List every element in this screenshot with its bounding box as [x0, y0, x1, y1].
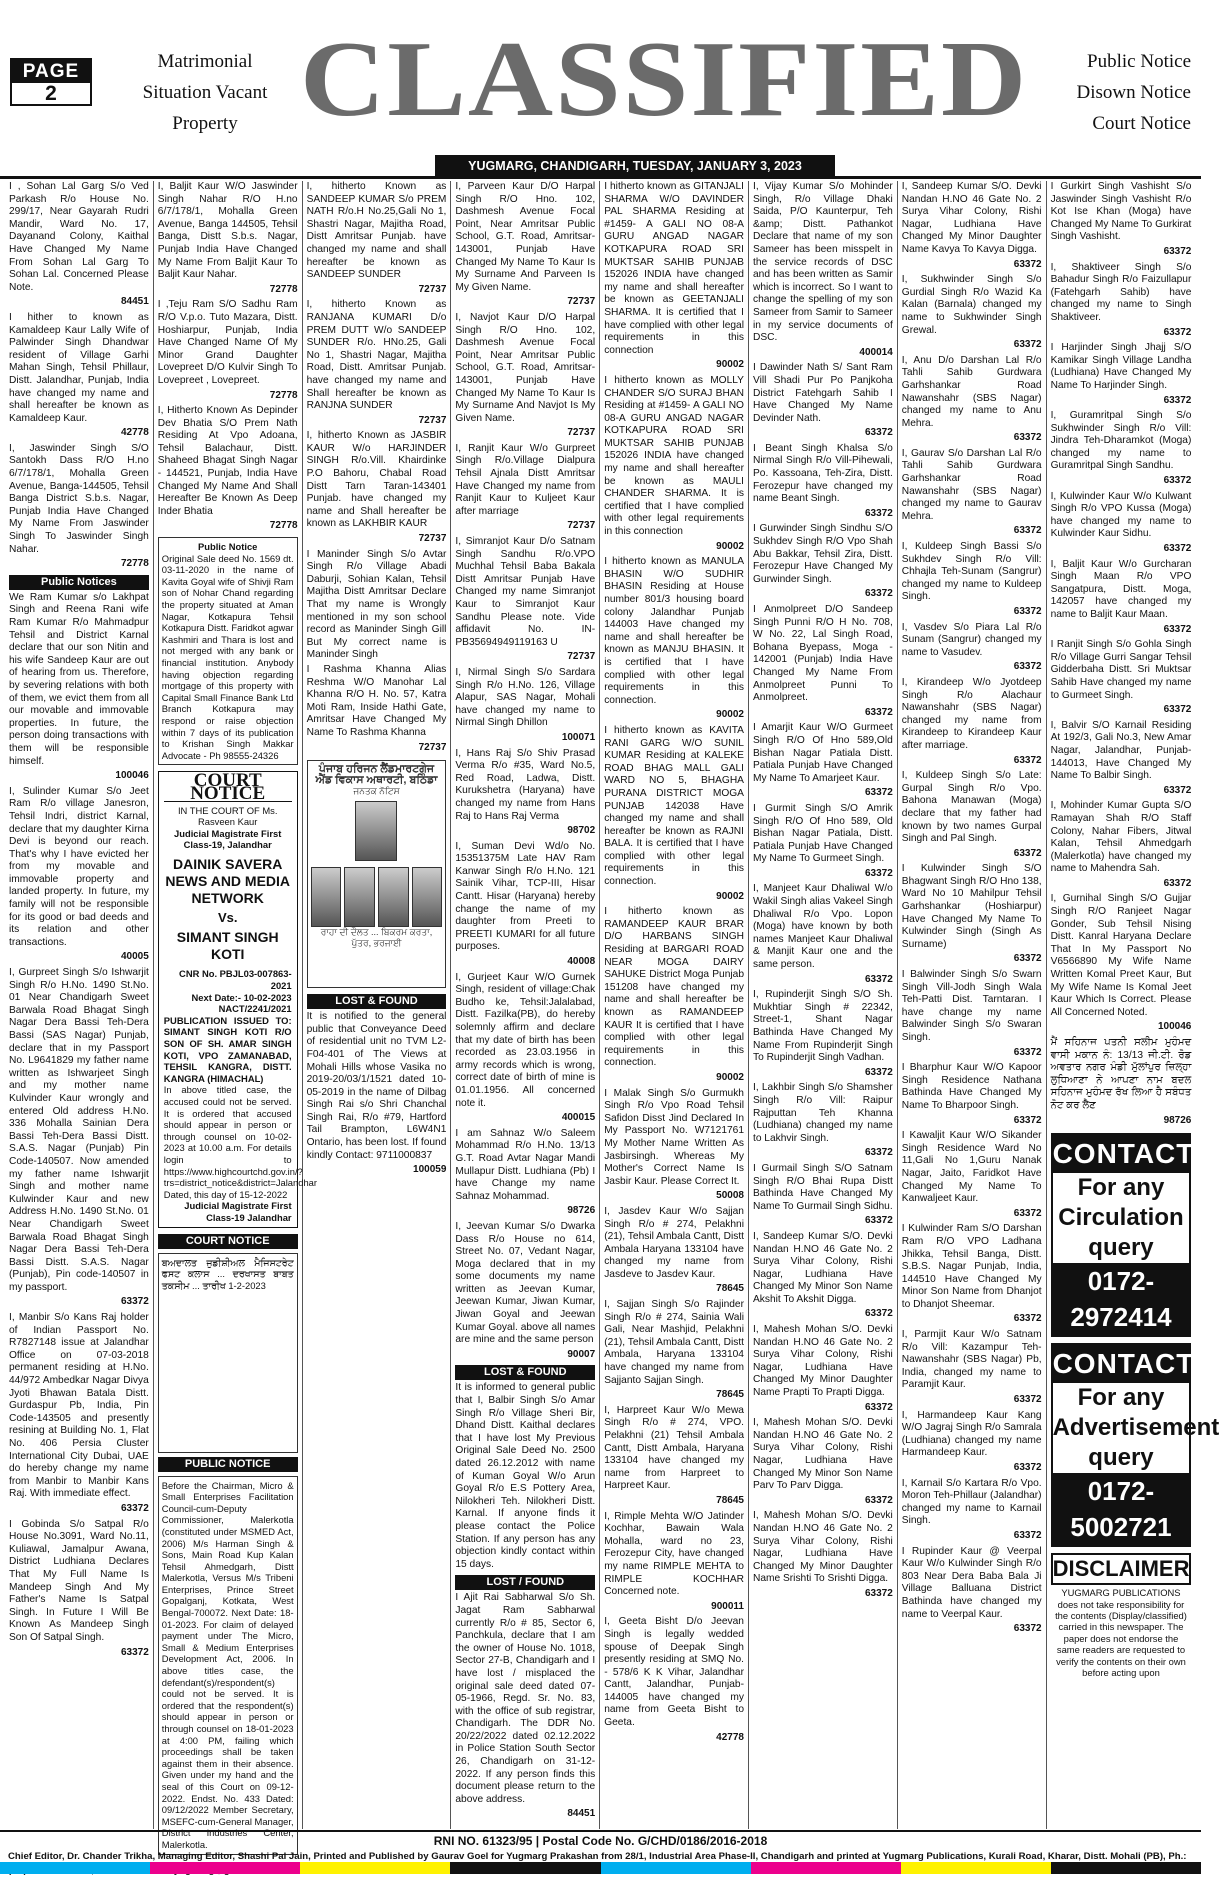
- classified-ad: I, Kirandeep W/o Jyotdeep Singh R/o Alachaur Nawanshahr (SBS Nagar) changed my name from Kirandeep to Kirandeep Kaur after marriage.: [901, 676, 1042, 751]
- color-swatch: [601, 1862, 751, 1874]
- classified-ad: I, Manbir S/o Kans Raj holder of Indian Passport No. R7827148 issue at Jalandhar Office on 07-03-2018 permanent residing at H.No. 44/972 Ambedkar Nagar Divya Jyoti Bhawan Batala Distt. Gurdaspur Pb, India, Pin Code-143505 and presently resining at Building No. 1, Flat No. 406 Persia Cluster International City Dubai, UAE do hereby change my name from Manbir to Manbir Kans Raj. With immediate effect.: [9, 1312, 149, 1500]
- classified-ad: I Ranjit Singh S/o Gohla Singh R/o Village Gurri Sangar Tehsil Gidderbaha Distt. Sri Muktsar Sahib Have changed my name to Gurmeet Singh.: [1050, 639, 1192, 701]
- ad-code: 63372: [1013, 258, 1042, 270]
- ad-code: 63372: [864, 973, 893, 985]
- classified-ad: I, Sandeep Kumar S/O. Devki Nandan H.NO 46 Gate No. 2 Surya Vihar Colony, Rishi Nagar, Ludhiana Have Changed My Minor Son Name Akshit To Akshit Digga.: [752, 1230, 893, 1305]
- dateline: YUGMARG, CHANDIGARH, TUESDAY, JANUARY 3, 2023: [435, 155, 835, 177]
- classified-ad: I Gurkirt Singh Vashisht S/o Jaswinder Singh Vashisht R/o Kot Ise Khan (Moga) have Changed My Name To Gurkirat Singh Vashisht.: [1050, 181, 1192, 243]
- classified-ad: I, Baljit Kaur W/o Gurcharan Singh Maan R/o VPO Sangatpura, Distt. Moga, 142057 have changed my name to Baljit Kaur Maan.: [1050, 558, 1192, 620]
- disclaimer-box: [1051, 1553, 1192, 1680]
- court-body: In above titled case, the accused could not be served. It is ordered that accused should appear in person or through counsel on 10-02-2023 at 10.00 a.m. For details login to https://www.highcourtchd.gov.in/?trs=district_notice&district=Jalandhar: [163, 1084, 317, 1189]
- ad-code: 72778: [269, 283, 298, 295]
- classified-ad: I Gurmail Singh S/O Satnam Singh R/O Bhai Rupa Distt Bathinda Have Changed My Name To Gurmail Singh Sidhu.: [752, 1162, 893, 1212]
- ad-code: 72737: [567, 651, 596, 663]
- classified-ad: I am Sahnaz W/o Saleem Mohammad R/o H.No. 13/13 G.T. Road Avtar Nagar Mandi Mullapur Distt. Ludhiana (Pb) I have Change my name Sahnaz Mohammad.: [455, 1127, 596, 1202]
- classified-ad: I, Jeevan Kumar S/o Dwarka Dass R/o House no 614, Street No. 07, Vedant Nagar, Moga declared that in my some documents my name written as Jeevan Kumar, Jeewan Kumar, Jiwan Kumar, Jiwan Goyal and Jeewan Kumar Goyal. above all names are mine and the same person: [455, 1220, 596, 1346]
- classified-ad: I, Parveen Kaur D/O Harpal Singh R/O Hno. 102, Dashmesh Avenue Focal Point, Near Amritsar Public School, G.T. Road, Amritsar-143001, Punjab Have Changed My Name To Kaur Is My Surname And Parveen Is My Given Name.: [455, 181, 596, 293]
- classified-ad: I, Navjot Kaur D/O Harpal Singh R/O Hno. 102, Dashmesh Avenue Focal Point, Near Amritsar Public School, G.T. Road, Amritsar-143001, Punjab Have Changed My Name To Kaur Is My Surname And Navjot Is My Given Name.: [455, 311, 596, 424]
- ad-code: 90002: [716, 540, 744, 552]
- classified-ad: I Amarjit Kaur W/O Gurmeet Singh R/O Of Hno 589,Old Bishan Nagar Patiala Distt. Patiala Punjab Have Changed My Name To Amarjeet Kaur.: [752, 722, 893, 784]
- photo-portrait: [378, 867, 408, 927]
- classified-ad: I, Hitherto Known As Depinder Dev Bhatia S/O Prem Nath Residing At Vpo Adoana, Tehsil Balachaur, Distt. Shaheed Bhagat Singh Nagar - 144521, Punjab, India Have Changed My Name And Shall Hereafter Be Known As Deep Inder Bhatia: [157, 405, 298, 517]
- msme-public-notice: Before the Chairman, Micro & Small Enterprises Facilitation Council-cum-Deputy Commissioner, Malerkotla (constituted under MSMED Act, 2006) M/s Harman Singh & Sons, Main Road Kup Kalan Tehsil Ahmedgarh, Distt Malerkotla, Versus M/s Tribeni Enterprises, Prince Street Gopalganj, Kotkata, West Bengal-700072. Next Date: 18-01-2023. For claim of delayed payment under The Micro, Small & Medium Enterprises Development Act, 2006. In above titles case, the defendant(s)/respondent(s) could not be served. It is ordered that the respondent(s) should appear in person or through counsel on 18-01-2023 at 4:00 PM, failing which proceedings shall be taken against them in their absence. Given under my hand and the seal of this Court on 09-12-2022. Endst. No. 433 Dated: 09/12/2022 Member Secretary, MSEFC-cum-General Manager, District Industries Center, Malerkotla.: [158, 1476, 298, 1855]
- classified-ad: I, Mahesh Mohan S/O. Devki Nandan H.NO 46 Gate No. 2 Surya Vihar Colony, Rishi Nagar, Ludhiana Have Changed My Minor Son Name Parv To Parv Digga.: [752, 1417, 893, 1492]
- classified-ad: I, Gurpreet Singh S/o Ishwarjit Singh R/o H.No. 1490 St.No. 01 Near Chandigarh Sweet Barwala Road Bhagat Singh Nagar Dera Bassi Teh-Dera Bassi (SAS Nagar) Punjab, declare that in my Passport No. L9641829 my father name written as Ishwarjeet Singh and my mother name Kulvinder Kaur wrongly and entered Old address H.No. 336 Mohalla Sainian Dera Bassi Teh-Dera Bassi Distt. S.A.S. Nagar (Punjab) Pin Code-140507. Now amended my father name Ishwarjit Singh and mother name Kulwinder Kaur and new Address H.No. 1490 St.No. 01 Near Chandigarh Sweet Barwala Road Bhagat Singh Nagar Dera Bassi Teh-Dera Bassi Distt. S.A.S. Nagar (Punjab), Pin code-140507 in my passport.: [9, 967, 149, 1293]
- respondent-name: SIMANT SINGH KOTI: [176, 929, 279, 963]
- ad-code: 63372: [1163, 543, 1192, 555]
- classified-ad: I Ajit Rai Sabharwal S/o Sh. Jagat Ram Sabharwal currently R/o # 85, Sector 6, Panchkula, declare that I am the owner of House No. 1018, Sector 27-B, Chandigarh and I have lost / misplaced the original sale deed dated 07-05-1966, Regd. Sr. No. 83, with the office of sub registrar, Chandigarh. The DDR No. 20/22/2022 dated 02.12.2022 in Police Station South Sector 26, Chandigarh on 31-12-2022. If any person finds this document please return to the above address.: [455, 1592, 596, 1805]
- classified-ad: I, Vijay Kumar S/o Mohinder Singh, R/o Village Dhaki Saida, P/O Kaunterpur, Teh &amp; Distt. Pathankot Declare that name of my son Sameer has been misspelt in the service records of DSC and has been written as Samir which is incorrect. So I want to change the spelling of my son Sameer from Samir to Sameer in my service documents of DSC.: [752, 181, 893, 344]
- ad-code: 63372: [1163, 623, 1192, 635]
- ad-code: 63372: [1013, 754, 1042, 766]
- advertisement-contact-box: [1051, 1343, 1219, 1547]
- ad-code: 84451: [120, 296, 149, 308]
- classified-ad: I, Baljit Kaur W/O Jaswinder Singh Nahar R/O H.no 6/7/178/1, Mohalla Green Avenue, Banga 144505, Tehsil Banga, Distt S.b.s. Nagar, Punjab India Have Changed My Name From Baljit Kaur To Baljit Kaur Nahar.: [157, 181, 298, 281]
- ad-code: 63372: [864, 1215, 893, 1227]
- ad-code: 63372: [864, 1401, 893, 1413]
- section-matrimonial: Matrimonial: [157, 51, 253, 72]
- punjabi-notice-text: ਰਾਹਾ ਦੀ ਦੌਲਤ ... ਬਿਕਰਮ ਕਰਤਾ, ਪੁੱਤਰ, ਭਰਜਾਈ: [320, 927, 433, 949]
- ad-code: 72737: [418, 414, 447, 426]
- classified-ad: I, Karnail S/o Kartara R/o Vpo. Moron Teh-Phillaur (Jalandhar) changed my name to Karnail Singh.: [901, 1477, 1042, 1527]
- ad-code: 78645: [716, 1494, 744, 1506]
- photo-row: [311, 867, 443, 927]
- contact-line: For any: [1077, 1174, 1165, 1202]
- court-cnr: CNR No. PBJL03-007863-2021: [179, 968, 292, 992]
- classified-ad: I, Sulinder Kumar S/o Jeet Ram R/o village Janesron, Tehsil Indri, district Karnal, declare that my daughter Kirna Devi is beyond our reach. That's why I have evicted her from my movable and immovable property and landed property. In future, my family will not be responsible for its good or bad deeds and its relation and other transactions.: [9, 785, 149, 948]
- ad-code: 63372: [1013, 339, 1042, 351]
- classified-ad: I Maninder Singh S/o Avtar Singh R/o Village Abadi Daburji, Sohian Kalan, Tehsil Majitha Distt Amritsar Declare That my name is Wrongly mentioned in my son school record as Maninder Singh Gill But My correct name is Maninder Singh: [306, 548, 447, 661]
- ad-code: 63372: [1163, 704, 1192, 716]
- ad-code: 63372: [864, 507, 893, 519]
- versus-label: Vs.: [217, 909, 238, 925]
- public-notice-heading: Public Notice: [198, 541, 258, 553]
- page-number: 2: [45, 82, 57, 105]
- court-dated: Dated, this day of 15-12-2022: [163, 1188, 288, 1200]
- classified-ad: I, Shaktiveer Singh S/o Bahadur Singh R/o Faizullapur (Fatehgarh Sahib) have changed my name to Singh Shaktiveer.: [1050, 261, 1192, 323]
- contact-heading: CONTACT: [1053, 1135, 1190, 1173]
- ad-code: 100046: [115, 770, 149, 782]
- court-notice-2-heading: COURT NOTICE: [158, 1234, 298, 1249]
- column-6: [749, 181, 898, 1829]
- classified-ad: I Balwinder Singh S/o Swarn Singh Vill-Jodh Singh Wala Teh-Patti Dist. Tarntaran. I have change my name Balwinder Singh S/o Swaran Singh.: [901, 969, 1042, 1043]
- punjabi-court-notice: ਬਅਦਾਲਤ ਜੁਡੀਸ਼ੀਅਲ ਮੈਜਿਸਟਰੇਟ ਫਸਟ ਕਲਾਸ ... ਦਰਖਾਸਤ ਬਾਬਤ ਤਕਸੀਮ ... ਤਾਰੀਖ 1-2-2023: [158, 1253, 298, 1453]
- classified-ad: I, Manjeet Kaur Dhaliwal W/o Wakil Singh alias Vakeel Singh Dhaliwal R/o Vpo. Lopon (Moga) have known by both names Manjeet Kaur Dhaliwal & Manjit Kaur one and the same person.: [752, 883, 893, 971]
- classified-ad: It is informed to general public that I, Balbir Singh S/o Amar Singh R/o Village Sheri Bir, Dhand Distt. Kaithal declares that I have lost My Previous Original Sale Deed No. 2500 dated 26.12.2012 with name of Kuman Goyal W/o Arun Goyal R/o E.S Pottery Area, Nilokheri Teh. Nilokheri Distt. Karnal. If anyone finds it please contact the Police Station. If any person has any objection kindly contact within 15 days.: [455, 1382, 596, 1570]
- ad-code: 63372: [1163, 475, 1192, 487]
- ad-code: 63372: [1013, 953, 1042, 965]
- classified-ad: I, Gurnihal Singh S/O Gujjar Singh R/O Ranjeet Nagar Gonder, Sub Tehsil Nising Distt. Kanral Haryana Declare That In My Passport No V6566890 My Wife Name Written Komal Preet Kaur, But My Wife Name Is Komal Jeet Kaur Which Is Correct. Please All Concerned Noted.: [1050, 893, 1192, 1018]
- ad-code: 42778: [716, 1731, 744, 1743]
- classified-ad: I, Nirmal Singh S/o Sardara Singh R/o H.No. 126, Village Alapur, SAS Nagar, Mohali have changed my name to Nirmal Singh Dhillon: [455, 666, 596, 729]
- ad-code: 63372: [864, 787, 893, 799]
- ad-code: 98702: [567, 825, 596, 837]
- contact-phone: 0172-5002721: [1053, 1473, 1190, 1545]
- ad-code: 72737: [418, 741, 447, 753]
- section-property: Property: [172, 113, 238, 134]
- column-1: [5, 181, 154, 1829]
- court-of: IN THE COURT OF Ms. Rasveen Kaur: [177, 804, 278, 828]
- classified-ad: I, Anu D/o Darshan Lal R/o Tahli Sahib Gurdwara Garhshankar Road Nawanshahr (SBS Nagar) changed my name to Anu Mehra.: [901, 354, 1042, 429]
- ad-code: 100059: [413, 1164, 447, 1176]
- disclaimer-heading: DISCLAIMER: [1051, 1553, 1192, 1585]
- ad-code: 63372: [120, 1296, 149, 1308]
- color-swatch: [901, 1862, 1051, 1874]
- color-swatch: [751, 1862, 901, 1874]
- court-notice-title: COURT NOTICE: [164, 775, 292, 801]
- classified-ad: I hitherto known as MANULA BHASIN W/O SUDHIR BHASIN Residing at House number 801/3 housing board colony Jalandhar Punjab 144003 Have changed my name and shall hereafter be known as MANJU BHASIN. It is certified that I have complied with other legal requirements in this connection.: [604, 556, 744, 706]
- ad-code: 100071: [561, 731, 596, 743]
- classified-ad: I Gurmit Singh S/O Amrik Singh R/O Of Hno 589, Old Bishan Nagar Patiala, Distt. Patiala Punjab Have Changed My Name To Gurmeet Singh.: [752, 802, 893, 865]
- ad-code: 90002: [716, 709, 744, 721]
- classified-ad: I Rupinder Kaur @ Veerpal Kaur W/o Kulwinder Singh R/o 803 Near Dera Baba Bala Ji Village Balluana District Bathinda have changed my name to Veerpal Kaur.: [901, 1545, 1042, 1620]
- page-number-box: [10, 58, 92, 106]
- classified-ad: I, Jasdev Kaur W/o Sajjan Singh R/o # 274, Pelakhni (21), Tehsil Ambala Cantt, Distt Ambala Haryana 133104 have changed my name from Jasdeve to Jasdev Kaur.: [604, 1205, 744, 1280]
- ad-code: 90007: [567, 1348, 596, 1360]
- ad-code: 63372: [864, 1066, 893, 1078]
- print-color-bar: [0, 1862, 1201, 1874]
- classified-ad: I, Rupinderjit Singh S/O Sh. Mukhtiar Singh # 22342, Street-1, Shant Nagar Bathinda Have Changed My Name From Rupinderjit Singh To Rupinderjit Singh Vadhan.: [752, 989, 893, 1064]
- ad-code: 98726: [1163, 1114, 1192, 1126]
- ad-code: 400015: [561, 1112, 596, 1124]
- classified-ad: I, Gaurav S/o Darshan Lal R/o Tahli Sahib Gurdwara Garhshankar Road Nawanshahr (SBS Nagar) changed my name to Gaurav Mehra.: [901, 447, 1042, 522]
- classified-ad: I, Simranjot Kaur D/o Satnam Singh Sandhu R/o.VPO Muchhal Tehsil Baba Bakala Distt Amritsar Punjab Have Changed my name Simranjot Kaur to Simranjot Kaur Sandhu Please note. Vide affidavit No. IN-PB35694949119163 U: [455, 536, 596, 648]
- rni-line: RNI NO. 61323/95 | Postal Code No. G/CHD/0186/2016-2018: [433, 1834, 768, 1848]
- ad-code: 63372: [1013, 1529, 1042, 1541]
- photo-portrait: [311, 867, 341, 927]
- ad-code: 63372: [1163, 245, 1192, 257]
- section-situation-vacant: Situation Vacant: [142, 82, 268, 103]
- classified-ad: I Gurwinder Singh Sindhu S/O Sukhdev Singh R/O Vpo Shah Abu Bakkar, Tehsil Zira, Distt. Ferozepur Have Changed My Gurwinder Singh.: [752, 523, 893, 585]
- classified-ad: I, Ranjit Kaur W/o Gurpreet Singh R/o.Village Dialpura Tehsil Ajnala Distt Amritsar Have Changed my name from Ranjit Kaur to Kuljeet Kaur after marriage: [455, 442, 596, 517]
- contact-line: For any: [1077, 1384, 1165, 1412]
- page-label: PAGE: [12, 60, 90, 83]
- classified-ad: I, Harpreet Kaur W/o Mewa Singh R/o # 274, VPO. Pelakhni (21) Tehsil Ambala Cantt, Distt Ambala, Haryana 133104 have changed my name from Harpreet to Harpreet Kaur.: [604, 1404, 744, 1492]
- classified-ad: I Kulwinder Singh S/O Bhagwant Singh R/O Hno 138, Ward No 10 Mahilpur Tehsil Garhshankar (Hoshiarpur) Have Changed My Name To Kulwinder Singh (Singh As Surname): [901, 863, 1042, 950]
- classified-ad: I, Kulwinder Kaur W/o Kulwant Singh R/o VPO Kussa (Moga) have changed my name to Kulwinder Kaur Sidhu.: [1050, 490, 1192, 540]
- section-heading: Public Notices: [9, 575, 149, 590]
- ad-code: 63372: [120, 1502, 149, 1514]
- ad-code: 90002: [716, 359, 744, 371]
- classified-ad: I , Sohan Lal Garg S/o Ved Parkash R/o House No. 299/17, Near Gayarah Rudri Mandir, Ward No. 17, Dayanand Colony, Kaithal Have Changed My Name From Sohan Lal Garg To Sohan Lal. Concerned Please Note.: [9, 181, 149, 293]
- publication-issued-to: PUBLICATION ISSUED TO: SIMANT SINGH KOTI R/O SON OF SH. AMAR SINGH KOTI, VPO ZAMANABAD, TEHSIL KANGRA, DISTT. KANGRA (HIMACHAL): [163, 1014, 292, 1084]
- classified-ad: I, Parmjit Kaur W/o Satnam R/o Vill: Kazampur Teh-Nawanshahr (SBS Nagar) Pb, India, changed my name to Paramjit Kaur.: [901, 1329, 1042, 1391]
- ad-code: 98726: [567, 1205, 596, 1217]
- ad-code: 40005: [120, 951, 149, 963]
- classified-ad: I, Kuldeep Singh Bassi S/o Sukhdev Singh R/o Vill: Chhajla Teh-Sunam (Sangrur) changed my name to Kuldeep Singh.: [901, 541, 1042, 603]
- section-list-left: [110, 46, 300, 139]
- section-list-right: [1001, 46, 1191, 139]
- section-heading: LOST / FOUND: [455, 1575, 595, 1590]
- color-swatch: [1051, 1862, 1201, 1874]
- public-notice-2-heading: PUBLIC NOTICE: [158, 1457, 298, 1472]
- punjabi-public-notice: [307, 760, 447, 988]
- punjabi-notice-subheading: ਜਨਤਕ ਨੋਟਿਸ: [353, 786, 400, 797]
- column-4: [451, 181, 600, 1829]
- classified-ad: I Dawinder Nath S/ Sant Ram Vill Shadi Pur Po Panjkoha District Fatehgarh Sahib I Have Changed My Name Devinder Nath.: [752, 362, 893, 424]
- section-heading: LOST & FOUND: [455, 1365, 595, 1380]
- classified-ad: I, Hans Raj S/o Shiv Prasad Verma R/o #35, Ward No.5, Red Road, Ladwa, Distt. Kurukshetra (Haryana) have changed my name from Hans Raj to Hans Raj Verma: [455, 747, 596, 822]
- classified-ad: ਮੈਂ ਸਹਿਨਾਜ ਪਤਨੀ ਸਲੀਮ ਮੁਹੰਮਦ ਵਾਸੀ ਮਕਾਨ ਨੰ: 13/13 ਜੀ.ਟੀ. ਰੋਡ ਅਵਤਾਰ ਨਗਰ ਮੰਡੀ ਮੁੱਲਾਂਪੁਰ ਜ਼ਿਲ੍ਹਾ ਲੁਧਿਆਣਾ ਨੇ ਆਪਣਾ ਨਾਮ ਬਦਲ ਸਹਿਨਾਜ ਮੁਹੰਮਦ ਰੱਖ ਲਿਆ ਹੈ ਸਬੰਧਤ ਨੋਟ ਕਰ ਲੈਣ: [1050, 1037, 1192, 1111]
- ad-code: 84451: [567, 1808, 596, 1820]
- classified-ad: I, Suman Devi Wd/o No. 15351375M Late HAV Ram Kanwar Singh R/o H.No. 121 Sainik Vihar, TCP-III, Hisar Cantt. Hisar (Haryana) hereby change the name of my daughter from Preeti to PREETI KUMARI for all future purposes.: [455, 840, 596, 953]
- classified-ad: I, Mohinder Kumar Gupta S/O Ramayan Shah R/O Staff Colony, Nahar Fibers, Jitwal Kalan, Tehsil Ahmedgarh (Malerkotla) have changed my name to Mahendra Sah.: [1050, 800, 1192, 875]
- classified-ad: It is notified to the general public that Conveyance Deed of residential unit no TVM L2-F04-401 of The Views at Mohali Hills whose Vasika no 2019-20/03/1/1521 dated 10-05-2019 in the name of Dilbag Singh Rai s/o Shri Chanchal Singh Rai, R/o #79, Hartford Tail Brampton, L6W4N1 Ontario, has been lost. If found kindly Contact: 9711000837: [306, 1011, 447, 1161]
- classified-ad: I, Rimple Mehta W/O Jatinder Kochhar, Bawain Wala Mohalla, ward no 23, Ferozepur City, have changed my name RIMPLE MEHTA to RIMPLE KOCHHAR Concerned note.: [604, 1510, 744, 1598]
- ad-code: 63372: [1013, 1313, 1042, 1325]
- ad-code: 40008: [567, 956, 596, 968]
- ad-code: 63372: [1013, 1462, 1042, 1473]
- column-5: [600, 181, 749, 1829]
- classified-ad: I Rashma Khanna Alias Reshma W/O Manohar Lal Khanna R/O H. No. 57, Katra Moti Ram, Inside Hathi Gate, Amritsar Have Changed My Name To Rashma Khanna: [306, 663, 447, 738]
- ad-code: 78645: [716, 1283, 744, 1295]
- classified-ad: I Anmolpreet D/O Sandeep Singh Punni R/O H No. 708, W No. 22, Lal Singh Road, Bohana Byepass, Moga - 142001 (Punjab) India Have Changed My Name From Anmolpreet Punni To Anmolpreet.: [752, 604, 893, 704]
- classified-ad: I, Gurjeet Kaur W/O Gurnek Singh, resident of village:Chak Budho ke, Tehsil:Jalalabad, Distt. Fazilka(PB), do hereby solemnly affirm and declare that my date of birth has been recorded as 23.03.1956 in army records which is wrong, correct date of birth of mine is 01.01.1956. All concerned note it.: [455, 971, 596, 1109]
- court-judge: Judicial Magistrate First Class-19, Jalandhar: [174, 827, 282, 851]
- ad-code: 63372: [1013, 1114, 1042, 1126]
- ad-code: 72778: [269, 520, 298, 532]
- ad-code: 63372: [1013, 606, 1042, 617]
- contact-heading: CONTACT: [1053, 1345, 1190, 1383]
- classified-ad: I, Harmandeep Kaur Kang W/O Jagraj Singh R/o Samrala (Ludhiana) changed my name Harmandeep Kaur.: [901, 1409, 1042, 1459]
- ad-code: 72778: [120, 558, 149, 570]
- court-nact: NACT/2241/2021: [218, 1003, 292, 1015]
- ad-code: 42778: [120, 427, 149, 439]
- ad-code: 63372: [1163, 326, 1192, 338]
- ad-code: 100046: [1158, 1021, 1192, 1033]
- color-swatch: [0, 1862, 150, 1874]
- court-signature: Judicial Magistrate First Class-19 Jalandhar: [184, 1200, 292, 1223]
- ad-code: 63372: [1013, 847, 1042, 859]
- column-2: [154, 181, 317, 1850]
- ad-code: 63372: [1013, 1623, 1042, 1635]
- ad-code: 90002: [716, 890, 744, 902]
- classified-ad: I Beant Singh Khalsa S/o Nirmal Singh R/o Vill-Pihewali, Po. Kassoana, Teh-Zira, Distt. Ferozepur have changed my name Beant Singh.: [752, 442, 893, 505]
- photo-portrait: [344, 867, 374, 927]
- ad-code: 50008: [716, 1190, 744, 1202]
- ad-code: 400014: [859, 346, 893, 358]
- circulation-contact-box: [1051, 1133, 1195, 1337]
- ad-code: 63372: [1013, 1394, 1042, 1406]
- classified-ad: I Gobinda S/o Satpal R/o House No.3091, Ward No.11, Kuliawal, Jamalpur Awana, District Ludhiana Declares That My Full Name Is Mandeep Singh And My Father's Name Is Satpal Singh. In Future I Will Be Known As Mandeep Singh Son Of Satpal Singh.: [9, 1518, 149, 1643]
- classified-ad: I, Kuldeep Singh S/o Late: Gurpal Singh R/o Vpo. Bahona Manawan (Moga) declare that my father had known by two names Gurpal Singh and Pal Singh.: [901, 770, 1042, 845]
- ad-code: 63372: [1013, 661, 1042, 673]
- color-swatch: [450, 1862, 600, 1874]
- classified-ad: I, Mahesh Mohan S/O. Devki Nandan H.NO 46 Gate No. 2 Surya Vihar Colony, Rishi Nagar, Ludhiana Have Changed My Minor Daughter Name Srishti To Srishti Digga.: [752, 1510, 893, 1585]
- column-3: [303, 181, 452, 1829]
- header-divider: [0, 176, 1201, 179]
- ad-code: 63372: [864, 588, 893, 600]
- section-heading: LOST & FOUND: [307, 994, 447, 1009]
- classified-ad: I, hitherto Known as RANJANA KUMARI D/o PREM DUTT W/o SANDEEP SUNDER R/o. HNo.25, Gali No 1, Shastri Nagar, Majitha Road, Distt. Amritsar Punjab. have changed my name and Shall hereafter be known as RANJNA SUNDER: [306, 299, 447, 412]
- classified-ad: I ,Teju Ram S/O Sadhu Ram R/O V.p.o. Tuto Mazara, Distt. Hoshiarpur, Punjab, India Have Changed Name Of My Minor Grand Daughter Lovepreet D/O Kulvir Singh To Lovepreet , Lovepreet.: [157, 299, 298, 386]
- classified-ad: I Malak Singh S/o Gurmukh Singh R/o Vpo Road Tehsil Safidon Disst Jind Declared In My Passport No. W7121761 My Mother Name Written As Jasbirsingh. Whereas My Mother's Correct Name Is Jasbir Kaur. Please Correct It.: [604, 1087, 744, 1187]
- section-public-notice: Public Notice: [1087, 51, 1191, 72]
- classified-ad: I, Guramritpal Singh S/o Sukhwinder Singh R/o Vill: Jindra Teh-Dharamkot (Moga) changed my name to Guramritpal Singh Sandhu.: [1050, 410, 1192, 472]
- contact-line: query: [1088, 1444, 1154, 1472]
- ad-code: 63372: [864, 1587, 893, 1599]
- classified-ad: I, Mahesh Mohan S/O. Devki Nandan H.NO 46 Gate No. 2 Surya Vihar Colony, Rishi Nagar, Ludhiana Have Changed My Minor Daughter Name Prapti To Prapti Digga.: [752, 1324, 893, 1399]
- contact-line: Circulation: [1058, 1204, 1184, 1232]
- section-court-notice: Court Notice: [1092, 113, 1191, 134]
- ad-code: 78645: [716, 1389, 744, 1401]
- disclaimer-text: YUGMARG PUBLICATIONS does not take responsibility for the contents (Display/classified) carried in this newspaper. The paper does not endorse the same readers are requested to verify the contents on their own before acting upon: [1055, 1587, 1187, 1678]
- punjabi-notice-heading: ਪੰਜਾਬ ਹਰਿਜਨ ਲੈਂਡਮਾਰਟਗੇਜ ਐਂਡ ਵਿਕਾਸ ਅਥਾਰਟੀ, ਬਠਿੰਡਾ: [315, 763, 438, 787]
- contact-phone: 0172-2972414: [1053, 1263, 1190, 1335]
- ad-code: 63372: [1013, 432, 1042, 444]
- ad-code: 72737: [418, 283, 447, 295]
- ad-code: 72737: [567, 296, 596, 308]
- photo-portrait: [412, 867, 442, 927]
- classified-ad: I, Vasdev S/o Piara Lal R/o Sunam (Sangrur) changed my name to Vasudev.: [901, 621, 1042, 658]
- ad-code: 63372: [864, 1494, 893, 1506]
- ad-code: 90002: [716, 1071, 744, 1083]
- classified-ad: I hitherto known as GITANJALI SHARMA W/O DAVINDER PAL SHARMA Residing at #1459- A GALI NO 08-A GURU ANGAD NAGAR KOTKAPURA ROAD SRI MUKTSAR SAHIB PUNJAB 152026 INDIA have changed my name and shall hereafter be known as GEETANJALI SHARMA. It is certified that I have complied with other legal requirements in this connection: [604, 181, 744, 356]
- ad-code: 72737: [418, 533, 447, 545]
- column-8: [1047, 181, 1219, 1829]
- court-notice-box: [158, 770, 317, 1227]
- classified-ad: I, Geeta Bisht D/o Jeevan Singh is legally wedded spouse of Deepak Singh presently residing at SMQ No. - 578/6 K K Vihar, Jalandhar Cantt, Jalandhar, Punjab-144005 have changed my name from Geeta Bisht to Geeta.: [604, 1616, 744, 1729]
- public-notice-text: Original Sale deed No. 1569 dt. 03-11-2020 in the name of Kavita Goyal wife of Shivji Ram son of Nohar Chand regarding the property situated at Aman Nagar, Kotkapura Tehsil Kotkapura Distt. Faridkot agwar Kashmiri and Thara is lost and not merged with any bank or financial institution. Anybody having objection regarding mortgage of this property with Capital Small Finance Bank Ltd Branch Kotkapura may respond or raise objection within 7 days of its publication to Krishan Singh Makkar Advocate - Ph 98555-24326: [161, 552, 294, 761]
- ad-code: 63372: [120, 1646, 149, 1658]
- ad-code: 63372: [864, 427, 893, 439]
- column-7: [898, 181, 1047, 1829]
- ad-code: 72778: [269, 389, 298, 401]
- classified-ad: I, Sandeep Kumar S/O. Devki Nandan H.NO 46 Gate No. 2 Surya Vihar Colony, Rishi Nagar, Ludhiana Have Changed My Minor Daughter Name Kavya To Kavya Digga.: [901, 181, 1042, 255]
- section-disown-notice: Disown Notice: [1076, 82, 1191, 103]
- ad-code: 900011: [711, 1600, 744, 1612]
- petitioner-name: DAINIK SAVERA NEWS AND MEDIA NETWORK: [165, 855, 291, 906]
- imprint-line: Chief Editor, Dr. Chander Trikha, Managing Editor, Shashi Pal Jain, Printed and Published by Gaurav Goel for Yugmarg Prakashan from 28/1, Industrial Area Phase-II, Chandigarh and printed at Yugmarg Publications, Kurali Road, Kharar, Distt. Mohali (PB), Ph.:: [8, 1851, 1187, 1862]
- classified-ad: I hitherto known as KAVITA RANI GARG W/O SUNIL KUMAR Residing at KALEKE ROAD BHAG MALL GALI WARD NO 5, BHAGHA PURANA DISTRICT MOGA PUNJAB 142038 Have changed my name and shall hereafter be known as RAJNI BALA. It is certified that I have complied with other legal requirements in this connection.: [604, 724, 744, 888]
- court-next-date: Next Date:- 10-02-2023: [191, 991, 292, 1003]
- color-swatch: [300, 1862, 450, 1874]
- ad-code: 63372: [1013, 1207, 1042, 1219]
- classified-ad: We Ram Kumar s/o Lakhpat Singh and Reena Rani wife Ram Kumar R/o Mahmadpur Tehsil and District Karnal declare that our son Nitin and his wife Sandeep Kaur are out of hearing from us. Therefore, by severing relations with both of them, we evict them from all our movable and immovable properties. In future, the person doing transactions with them will be responsible himself.: [9, 591, 149, 767]
- ad-code: 63372: [1163, 784, 1192, 796]
- ad-code: 63372: [1163, 394, 1192, 406]
- ad-code: 63372: [864, 1308, 893, 1320]
- classified-ad: I, Balvir S/O Karnail Residing At 192/3, Gali No.3, New Amar Nagar, Jalandhar, Punjab-144013, Have Changed My Name To Balbir Singh.: [1050, 719, 1192, 782]
- contact-line: Advertisement: [1052, 1414, 1219, 1442]
- page-title: CLASSIFIED: [300, 18, 1029, 139]
- photo-portrait: [355, 801, 397, 861]
- ad-code: 63372: [1013, 525, 1042, 537]
- classified-ad: I hither to known as Kamaldeep Kaur Lally Wife of Palwinder Singh Dhandwar resident of Village Garhi Mahan Singh, Tehsil Phillaur, Distt. Jalandhar, Punjab, India have changed my name and shall hereafter be known as Kamaldeep Kaur.: [9, 311, 149, 424]
- color-swatch: [150, 1862, 300, 1874]
- classified-ad: I, hitherto Known as JASBIR KAUR W/o HARJINDER SINGH R/o.Vill. Khairdinke P.O Bahoru, Chabal Road Distt Tarn Taran-143401 Punjab. have changed my name and Shall hereafter be known as LAKHBIR KAUR: [306, 430, 447, 530]
- ad-code: 72737: [567, 520, 596, 532]
- classified-ad: I, Lakhbir Singh S/o Shamsher Singh R/o Vill: Raipur Rajputtan Teh Khanna (Ludhiana) changed my name to Lakhvir Singh.: [752, 1082, 893, 1144]
- ad-code: 63372: [864, 1147, 893, 1159]
- classified-ad: I Harjinder Singh Jhajj S/O Kamikar Singh Village Landha (Ludhiana) Have Changed My Name To Harjinder Singh.: [1050, 342, 1192, 391]
- public-notice-box: [158, 537, 298, 765]
- classified-ad: I Kawaljit Kaur W/O Sikander Singh Residence Ward No 11,Gali No 1,Guru Nanak Nagar, Jaito, Faridkot Have Changed My Name To Kanwaljeet Kaur.: [901, 1130, 1042, 1205]
- ad-code: 63372: [864, 867, 893, 879]
- classified-ad: I Kulwinder Ram S/O Darshan Ram R/O VPO Ladhana Jhikka, Tehsil Banga, Distt. S.B.S. Nagar Punjab, India, 144510 Have Changed My Minor Son Name from Dhanjot to Dhanjot Sheemar.: [901, 1223, 1042, 1310]
- classified-ad: I, Jaswinder Singh S/O Santokh Dass R/O H.no 6/7/178/1, Mohalla Green Avenue, Banga-144505, Tehsil Banga District S.b.s. Nagar, Punjab India Have Changed My Name From Jaswinder Singh To Jaswinder Singh Nahar.: [9, 442, 149, 555]
- classified-ad: I hitherto known as RAMANDEEP KAUR BRAR D/O HARBANS SINGH Residing at BARGARI ROAD NEAR MOGA DAIRY SAHUKE District Moga Punjab 151208 have changed my name and shall hereafter be known as RAMANDEEP KAUR It is certified that I have complied with other legal requirements in this connection.: [604, 906, 744, 1069]
- ad-code: 72737: [567, 427, 596, 439]
- ad-code: 63372: [1013, 1046, 1042, 1058]
- classified-ad: I Bharphur Kaur W/O Kapoor Singh Residence Nathana Bathinda Have Changed My Name To Bharpoor Singh.: [901, 1062, 1042, 1111]
- classified-ad: I, hitherto Known as SANDEEP KUMAR S/o PREM NATH R/o.H No.25,Gali No 1, Shastri Nagar, Majitha Road, Distt Amritsar Punjab. have changed my name and shall hereafter be known as SANDEEP SUNDER: [306, 181, 447, 281]
- classified-ad: I hitherto known as MOLLY CHANDER S/O SURAJ BHAN Residing at #1459- A GALI NO 08-A GURU ANGAD NAGAR KOTKAPURA ROAD SRI MUKTSAR SAHIB PUNJAB 152026 INDIA have changed my name and shall hereafter be known as MAULI CHANDER SHARMA. It is certified that I have complied with other legal requirements in this connection: [604, 374, 744, 538]
- masthead: [0, 0, 1201, 155]
- ad-code: 63372: [1163, 877, 1192, 889]
- ad-code: 63372: [864, 706, 893, 718]
- classified-ad: I, Sajjan Singh S/o Rajinder Singh R/o # 274, Sainia Wali Gali, Near Mashjid, Pelakhni (21), Tehsil Ambala Cantt, Distt Ambala, Haryana 133104 have changed my name from Sajjanto Sajjan Singh.: [604, 1299, 744, 1386]
- contact-line: query: [1088, 1234, 1154, 1262]
- classified-ad: I, Sukhwinder Singh S/o Gurdial Singh R/o Wazid Ka Kalan (Barnala) changed my name to Sukhwinder Singh Grewal.: [901, 274, 1042, 336]
